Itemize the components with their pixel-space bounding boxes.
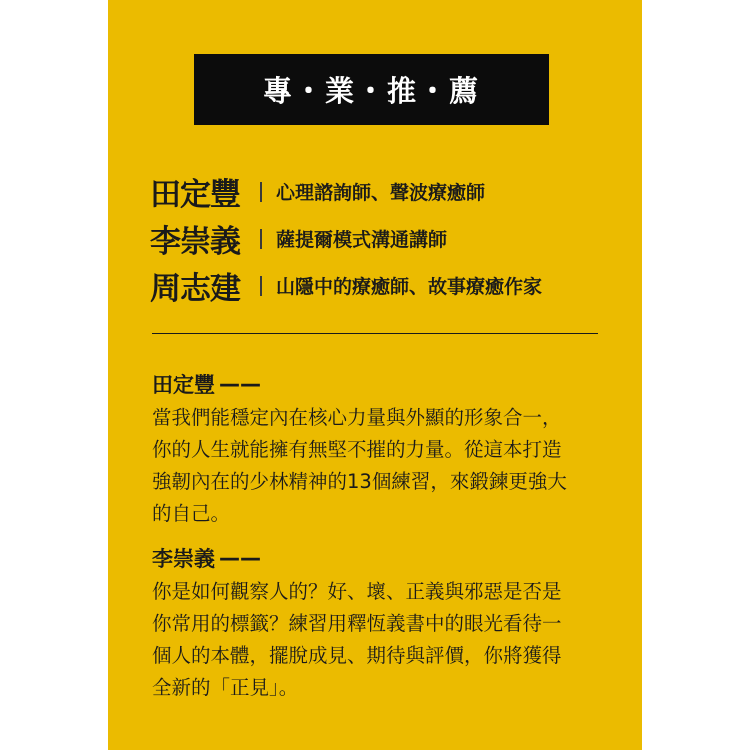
recommender-name: 田定豐 (150, 177, 240, 213)
horizontal-divider (152, 333, 598, 334)
endorsement-text (152, 576, 612, 704)
recommender-row (150, 215, 620, 262)
vertical-separator (260, 276, 262, 296)
recommender-list (150, 168, 620, 309)
endorsement-header (152, 368, 612, 400)
recommender-title: 心理諮詢師、聲波療癒師 (276, 182, 486, 204)
text-line: 全新的「正見」。 (152, 676, 299, 699)
vertical-separator (260, 182, 262, 202)
endorsement-header (152, 542, 612, 574)
recommender-name: 李崇義 (150, 224, 240, 260)
endorsement-block (152, 368, 612, 530)
recommender-title: 薩提爾模式溝通講師 (276, 229, 448, 251)
text-line: 個人的本體，擺脫成見、期待與評價，你將獲得 (152, 644, 562, 667)
recommender-row (150, 262, 620, 309)
text-line: 當我們能穩定內在核心力量與外顯的形象合一， (152, 406, 562, 429)
em-dash: —— (219, 372, 261, 396)
text-line: 強韌內在的少林精神的13個練習，來鍛鍊更強大 (152, 470, 567, 493)
text-line: 你常用的標籤？練習用釋恆義書中的眼光看待一 (152, 612, 562, 635)
endorsement-block (152, 542, 612, 704)
vertical-separator (260, 229, 262, 249)
banner-title: 專・業・推・薦 (262, 74, 480, 108)
endorser-name: 田定豐 (152, 373, 215, 397)
recommender-name: 周志建 (150, 271, 240, 307)
recommender-title: 山隱中的療癒師、故事療癒作家 (276, 276, 543, 298)
endorsement-text (152, 402, 612, 530)
text-line: 你是如何觀察人的？好、壞、正義與邪惡是否是 (152, 580, 562, 603)
section-banner (194, 54, 549, 125)
recommender-row (150, 168, 620, 215)
text-line: 的自己。 (152, 502, 231, 525)
endorser-name: 李崇義 (152, 547, 215, 571)
book-page (108, 0, 642, 750)
em-dash: —— (219, 546, 261, 570)
text-line: 你的人生就能擁有無堅不摧的力量。從這本打造 (152, 438, 562, 461)
